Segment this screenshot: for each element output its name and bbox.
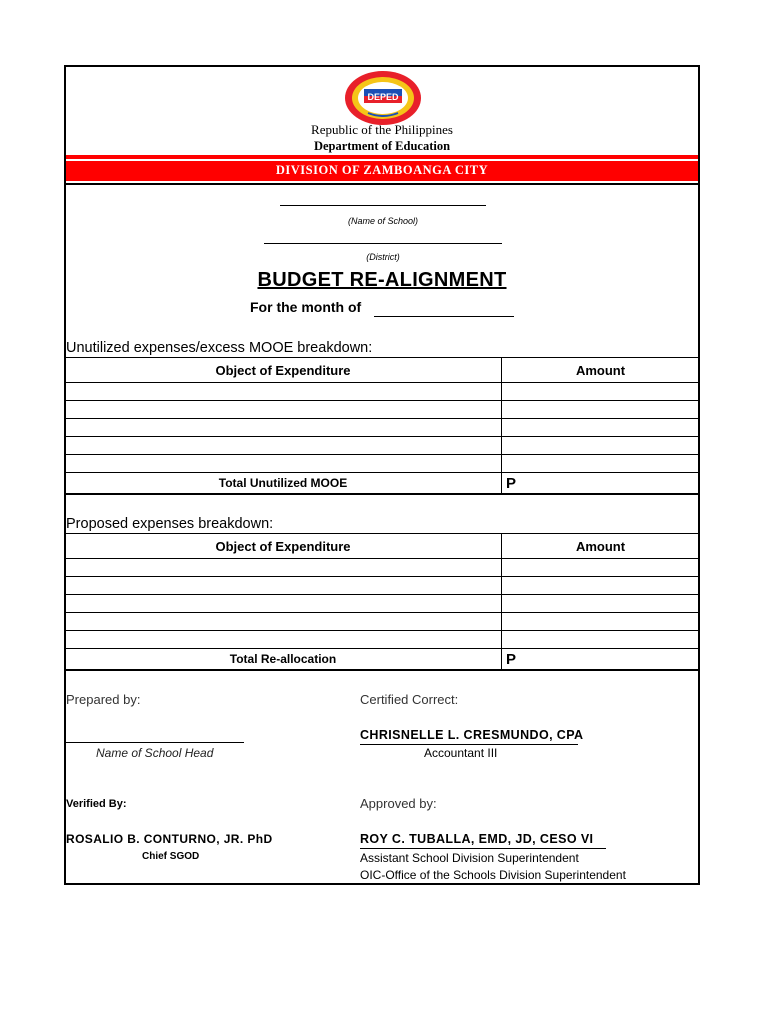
district-line xyxy=(264,243,502,244)
table-row xyxy=(65,559,700,577)
banner-divider xyxy=(66,183,698,185)
approved-signature-line xyxy=(360,848,606,849)
table-row xyxy=(65,401,700,419)
table-row xyxy=(65,613,700,631)
verified-label: Verified By: xyxy=(66,798,127,810)
verified-name: ROSALIO B. CONTURNO, JR. PhD xyxy=(66,832,273,846)
approved-role-1: Assistant School Division Superintendent xyxy=(360,851,579,865)
approved-role-2: OIC-Office of the Schools Division Superintendent xyxy=(360,868,626,882)
table-row xyxy=(65,631,700,649)
table-row xyxy=(65,577,700,595)
verified-role: Chief SGOD xyxy=(142,851,200,862)
total-reallocation-currency: P xyxy=(502,649,700,671)
banner-top-stripe xyxy=(66,155,698,159)
prepared-role: Name of School Head xyxy=(96,746,214,760)
table-row xyxy=(65,383,700,401)
deped-seal-icon xyxy=(342,69,424,127)
certified-role: Accountant III xyxy=(424,746,498,760)
district-caption: (District) xyxy=(366,252,400,262)
table-row xyxy=(65,437,700,455)
department-label: Department of Education xyxy=(313,139,451,153)
proposed-section-label: Proposed expenses breakdown: xyxy=(66,516,274,532)
total-row xyxy=(65,649,700,671)
column-amount-header: Amount xyxy=(502,534,700,559)
month-label: For the month of xyxy=(250,299,362,315)
column-object-header: Object of Expenditure xyxy=(65,534,502,559)
table-row xyxy=(65,419,700,437)
approved-label: Approved by: xyxy=(360,796,437,811)
seal-text: DEPED xyxy=(367,92,399,102)
total-row xyxy=(65,473,700,495)
column-object-header: Object of Expenditure xyxy=(65,358,502,383)
certified-name: CHRISNELLE L. CRESMUNDO, CPA xyxy=(360,728,584,742)
prepared-signature-line xyxy=(66,742,244,743)
unutilized-table xyxy=(64,357,700,495)
certified-signature-line xyxy=(360,744,578,745)
school-caption: (Name of School) xyxy=(347,216,419,226)
table-row xyxy=(65,455,700,473)
total-unutilized-currency: P xyxy=(502,473,700,495)
prepared-by-label: Prepared by: xyxy=(66,692,141,707)
school-name-line xyxy=(280,205,486,206)
table-header-row xyxy=(65,358,700,383)
total-reallocation-label: Total Re-allocation xyxy=(65,649,502,671)
certified-label: Certified Correct: xyxy=(360,692,459,707)
table-header-row xyxy=(65,534,700,559)
republic-label: Republic of the Philippines xyxy=(311,122,453,137)
form-title: BUDGET RE-ALIGNMENT xyxy=(257,269,507,291)
table-row xyxy=(65,595,700,613)
total-unutilized-label: Total Unutilized MOOE xyxy=(65,473,502,495)
approved-name: ROY C. TUBALLA, EMD, JD, CESO VI xyxy=(360,832,594,846)
column-amount-header: Amount xyxy=(502,358,700,383)
unutilized-section-label: Unutilized expenses/excess MOOE breakdown: xyxy=(66,340,373,356)
month-line xyxy=(374,316,514,317)
proposed-table xyxy=(64,533,700,671)
budget-realignment-form xyxy=(64,65,700,885)
division-banner: DIVISION OF ZAMBOANGA CITY xyxy=(66,161,698,181)
